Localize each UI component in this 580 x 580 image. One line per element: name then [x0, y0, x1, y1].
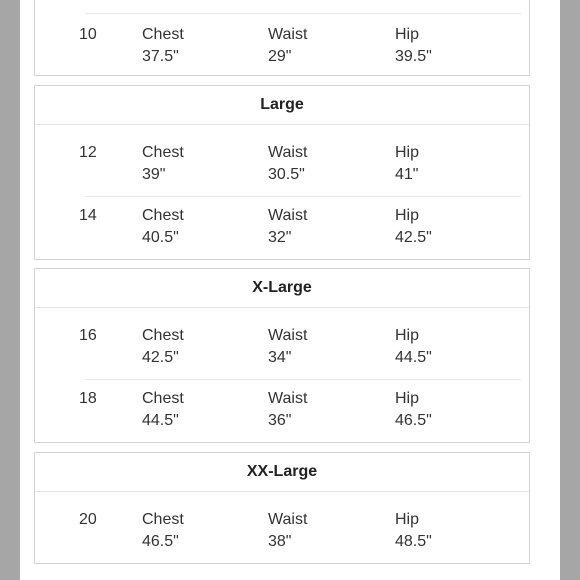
chest-label: Chest — [142, 327, 184, 344]
chest-measure — [142, 325, 184, 369]
size-row — [35, 142, 529, 204]
size-row — [35, 24, 529, 86]
chest-label: Chest — [142, 144, 184, 161]
hip-label: Hip — [395, 144, 420, 161]
waist-value: 34" — [268, 349, 292, 366]
waist-value: 36" — [268, 412, 292, 429]
size-number: 18 — [79, 390, 97, 407]
hip-value: 41" — [395, 166, 419, 183]
hip-value: 48.5" — [395, 533, 432, 550]
waist-label: Waist — [268, 207, 308, 224]
size-group-card — [34, 452, 530, 564]
chest-measure — [142, 142, 184, 186]
waist-value: 30.5" — [268, 166, 305, 183]
hip-label: Hip — [395, 26, 420, 43]
size-number: 16 — [79, 327, 97, 344]
hip-measure — [395, 142, 419, 186]
size-chart-sheet — [20, 0, 560, 580]
chest-value: 44.5" — [142, 412, 179, 429]
hip-measure — [395, 24, 432, 68]
size-group-card — [34, 85, 530, 260]
waist-value: 32" — [268, 229, 292, 246]
chest-measure — [142, 509, 184, 553]
waist-measure — [268, 388, 307, 432]
waist-measure — [268, 142, 307, 186]
size-number: 10 — [79, 26, 97, 43]
hip-label: Hip — [395, 327, 420, 344]
waist-label: Waist — [268, 26, 308, 43]
row-divider — [85, 13, 521, 14]
chest-value: 39" — [142, 166, 166, 183]
chest-label: Chest — [142, 511, 184, 528]
size-number: 14 — [79, 207, 97, 224]
size-row — [35, 205, 529, 267]
chest-value: 37.5" — [142, 48, 179, 65]
size-number: 12 — [79, 144, 97, 161]
waist-label: Waist — [268, 144, 308, 161]
waist-value: 29" — [268, 48, 292, 65]
row-divider — [85, 379, 521, 380]
hip-label: Hip — [395, 207, 420, 224]
size-group-card — [34, 268, 530, 443]
chest-label: Chest — [142, 390, 184, 407]
waist-label: Waist — [268, 511, 308, 528]
waist-measure — [268, 24, 307, 68]
chest-value: 46.5" — [142, 533, 179, 550]
size-number: 20 — [79, 511, 97, 528]
chest-value: 40.5" — [142, 229, 179, 246]
hip-value: 39.5" — [395, 48, 432, 65]
hip-measure — [395, 325, 432, 369]
chest-measure — [142, 388, 184, 432]
size-row — [35, 509, 529, 571]
waist-measure — [268, 205, 307, 249]
chest-value: 42.5" — [142, 349, 179, 366]
hip-measure — [395, 205, 432, 249]
size-row — [35, 388, 529, 450]
size-group-title: X-Large — [35, 269, 529, 308]
waist-value: 38" — [268, 533, 292, 550]
hip-value: 44.5" — [395, 349, 432, 366]
chest-label: Chest — [142, 207, 184, 224]
waist-label: Waist — [268, 390, 308, 407]
size-group-title: XX-Large — [35, 453, 529, 492]
hip-label: Hip — [395, 511, 420, 528]
chest-measure — [142, 24, 184, 68]
chest-measure — [142, 205, 184, 249]
waist-label: Waist — [268, 327, 308, 344]
size-group-title: Large — [35, 86, 529, 125]
hip-measure — [395, 388, 432, 432]
hip-value: 42.5" — [395, 229, 432, 246]
size-group-card — [34, 0, 530, 76]
hip-measure — [395, 509, 432, 553]
waist-measure — [268, 509, 307, 553]
waist-measure — [268, 325, 307, 369]
row-divider — [85, 196, 521, 197]
chest-label: Chest — [142, 26, 184, 43]
size-row — [35, 325, 529, 387]
hip-label: Hip — [395, 390, 420, 407]
hip-value: 46.5" — [395, 412, 432, 429]
